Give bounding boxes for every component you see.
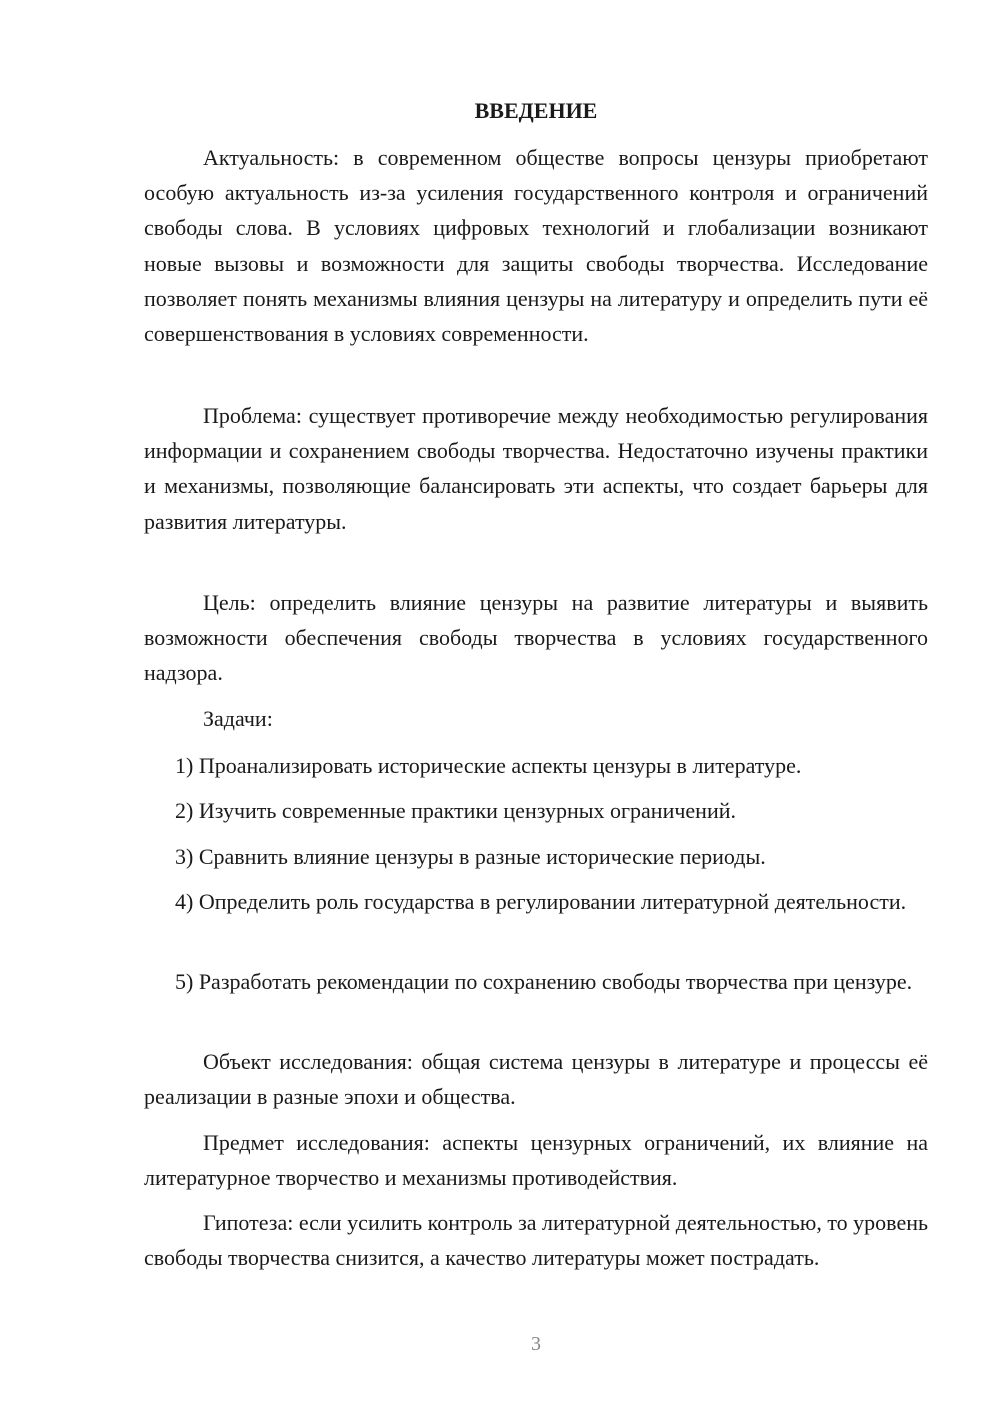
paragraph-goal: Цель: определить влияние цензуры на развитие литературы и выявить возможности обеспечения свободы творчества в условиях государственного надзора. — [144, 590, 928, 686]
task-item-2: 2) Изучить современные практики цензурных ограничений. — [175, 798, 736, 823]
paragraph-problem: Проблема: существует противоречие между необходимостью регулирования информации и сохранением свободы творчества. Недостаточно изучены практики и механизмы, позволяющие балансировать эти аспекты, что создает барьеры для развития литературы. — [144, 403, 928, 534]
task-item-4: 4) Определить роль государства в регулировании литературной деятельности. — [175, 889, 907, 914]
paragraph-tasks-heading: Задачи: — [203, 706, 273, 731]
page-number: 3 — [531, 1333, 541, 1355]
paragraph-object: Объект исследования: общая система цензуры в литературе и процессы её реализации в разные эпохи и общества. — [144, 1049, 928, 1110]
paragraph-subject: Предмет исследования: аспекты цензурных ограничений, их влияние на литературное творчество и механизмы противодействия. — [144, 1130, 928, 1191]
task-item-5: 5) Разработать рекомендации по сохранению свободы творчества при цензуре. — [175, 969, 913, 994]
paragraph-hypothesis: Гипотеза: если усилить контроль за литературной деятельностью, то уровень свободы творчества снизится, а качество литературы может пострадать. — [144, 1210, 929, 1271]
task-item-1: 1) Проанализировать исторические аспекты цензуры в литературе. — [175, 753, 802, 778]
paragraph-relevance: Актуальность: в современном обществе вопросы цензуры приобретают особую актуальность из-за усиления государственного контроля и ограничений свободы слова. В условиях цифровых технологий и глобализации возникают новые вызовы и возможности для защиты свободы творчества. Исследование позволяет понять механизмы влияния цензуры на литературу и определить пути её совершенствования в условиях современности. — [144, 145, 928, 347]
page-title: ВВЕДЕНИЕ — [474, 98, 598, 123]
task-item-3: 3) Сравнить влияние цензуры в разные исторические периоды. — [175, 844, 766, 869]
